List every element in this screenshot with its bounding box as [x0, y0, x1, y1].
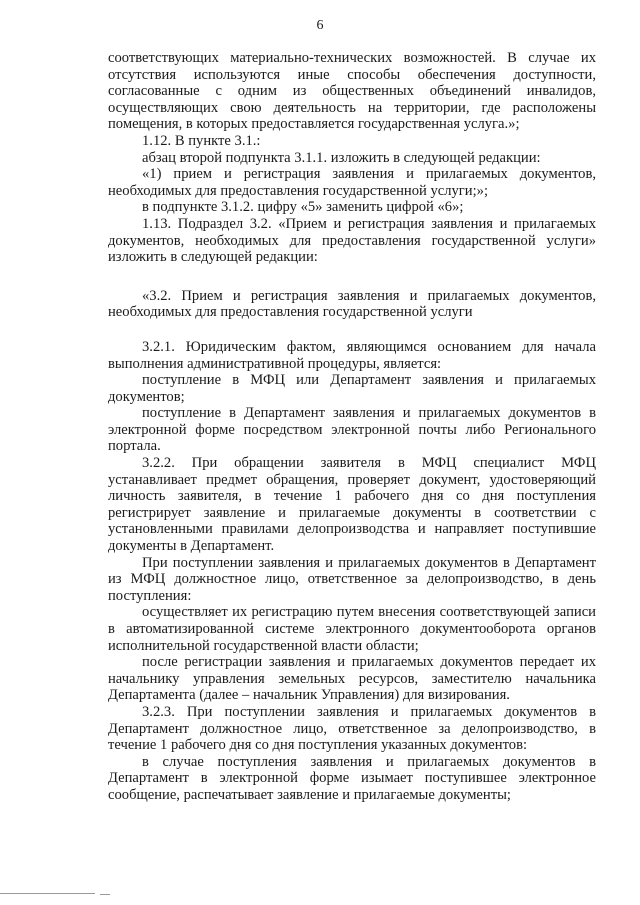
paragraph-receipt-mfc: поступление в МФЦ или Департамент заявления и прилагаемых документов;	[108, 372, 596, 405]
paragraph-1-13: 1.13. Подраздел 3.2. «Прием и регистрация заявления и прилагаемых документов, необходимых для предоставления государственной услуги» изложить в следующей редакции:	[108, 215, 596, 266]
paragraph-new-wording-1: «1) прием и регистрация заявления и прилагаемых документов, необходимых для предоставления государственной услуги;»;	[108, 166, 596, 199]
scan-artifact-line	[100, 894, 110, 895]
document-body	[108, 50, 596, 804]
paragraph-receipt-from-mfc: При поступлении заявления и прилагаемых документов в Департамент из МФЦ должностное лицо, ответственное за делопроизводство, в день поступления:	[108, 554, 596, 604]
scan-artifact-line	[0, 893, 95, 894]
paragraph-transfer-to-head: после регистрации заявления и прилагаемых документов передает их начальнику управления земельных ресурсов, заместителю начальника Департамента (далее – начальник Управления) для визирования.	[108, 654, 596, 704]
paragraph-registration: осуществляет их регистрацию путем внесения соответствующей записи в автоматизированной системе электронного документооборота органов исполнительной государственной власти области;	[108, 604, 596, 654]
paragraph-subitem-3-1-1: абзац второй подпункта 3.1.1. изложить в следующей редакции:	[142, 149, 541, 166]
page-number: 6	[316, 18, 324, 33]
paragraph-3-2-3: 3.2.3. При поступлении заявления и прилагаемых документов в Департамент должностное лицо, ответственное за делопроизводство, в течение 1 рабочего дня со дня поступления указанных документов:	[108, 703, 596, 754]
paragraph-electronic-case: в случае поступления заявления и прилагаемых документов в Департамент в электронной форме изымает поступившее электронное сообщение, распечатывает заявление и прилагаемые документы;	[108, 753, 596, 803]
section-heading-3-2: «3.2. Прием и регистрация заявления и прилагаемых документов, необходимых для предоставления государственной услуги	[108, 287, 596, 321]
paragraph-3-2-1: 3.2.1. Юридическим фактом, являющимся основанием для начала выполнения административной процедуры, является:	[108, 338, 596, 372]
paragraph-subitem-3-1-2: в подпункте 3.1.2. цифру «5» заменить цифрой «6»;	[142, 199, 464, 216]
paragraph-receipt-electronic: поступление в Департамент заявления и прилагаемых документов в электронной форме посредством электронной почты либо Регионального портала.	[108, 405, 596, 455]
paragraph-accessibility-end: соответствующих материально-технических возможностей. В случае их отсутствия используются иные способы обеспечения доступности, согласованные с одним из общественных объединений инвалидов, осуществляющих свою деятельность на территории, где расположены помещения, в которых предоставляется государственная услуга.»;	[108, 50, 596, 133]
paragraph-3-2-2: 3.2.2. При обращении заявителя в МФЦ специалист МФЦ устанавливает предмет обращения, проверяет документ, удостоверяющий личность заявителя, в течение 1 рабочего дня со дня поступления регистрирует заявление и прилагаемые документы в соответствии с установленными правилами делопроизводства и направляет поступившие документы в Департамент.	[108, 455, 596, 555]
paragraph-1-12: 1.12. В пункте 3.1.:	[142, 132, 261, 149]
